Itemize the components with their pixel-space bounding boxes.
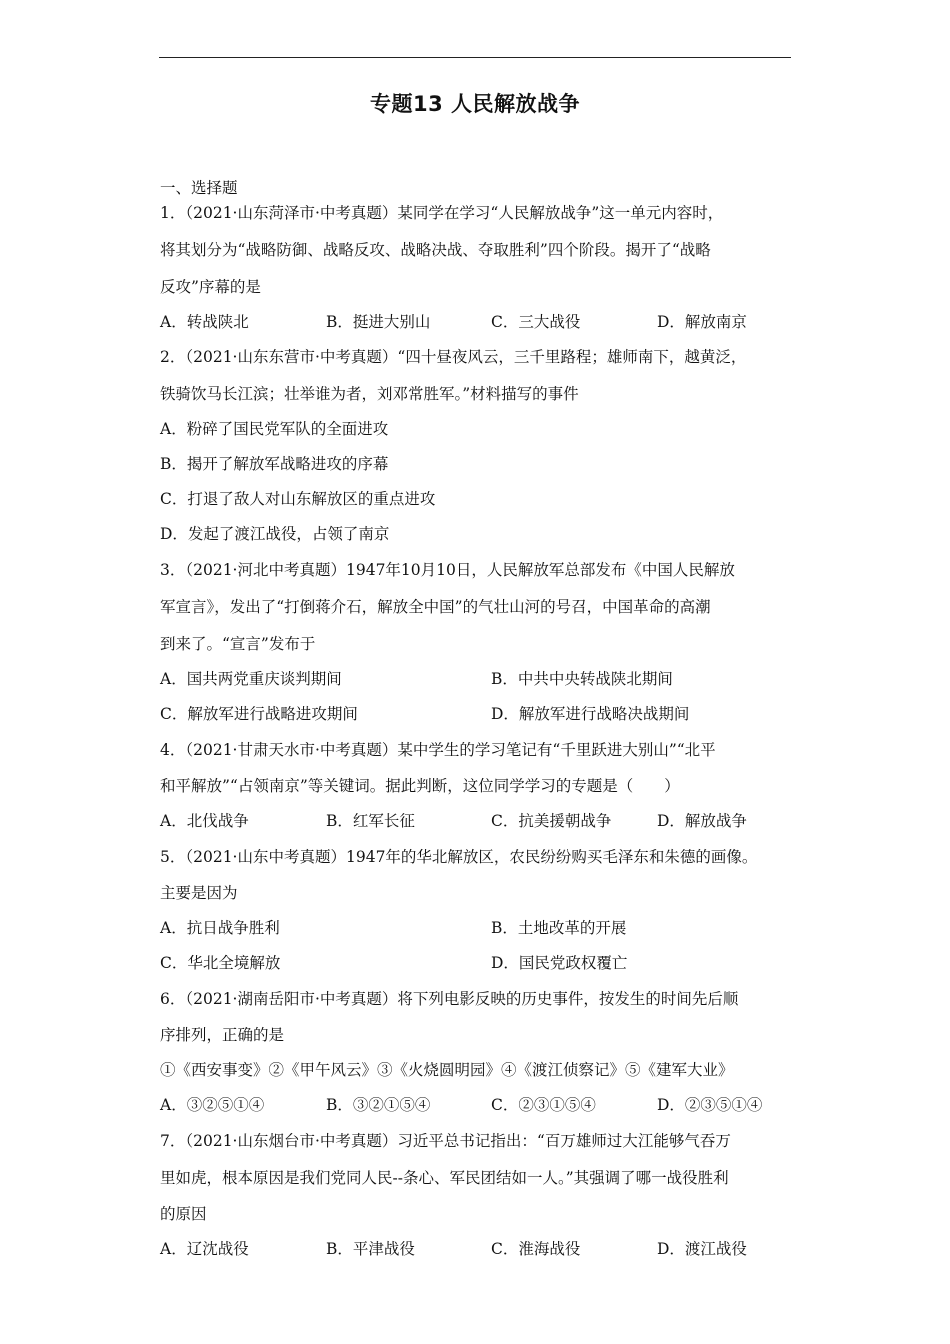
q7-line-1: 7．（2021·山东烟台市·中考真题）习近平总书记指出：“百万雄师过大江能够气吞万 <box>160 1132 731 1150</box>
q3-option-b[interactable]: B．中共中央转战陕北期间 <box>491 670 673 688</box>
q4-option-d[interactable]: D．解放战争 <box>657 812 747 830</box>
section-heading: 一、选择题 <box>160 179 238 197</box>
q3-option-c[interactable]: C．解放军进行战略进攻期间 <box>160 705 358 723</box>
q1-option-a[interactable]: A．转战陕北 <box>160 313 249 331</box>
q5-option-d[interactable]: D．国民党政权覆亡 <box>491 954 628 972</box>
q1-line-2: 将其划分为“战略防御、战略反攻、战略决战、夺取胜利”四个阶段。揭开了“战略 <box>160 241 711 259</box>
q4-line-1: 4．（2021·甘肃天水市·中考真题）某中学生的学习笔记有“千里跃进大别山”“北平 <box>160 741 716 759</box>
q1-option-d[interactable]: D．解放南京 <box>657 313 747 331</box>
q4-line-2: 和平解放”“占领南京”等关键词。据此判断，这位同学学习的专题是（ ） <box>160 777 680 795</box>
q7-option-b[interactable]: B．平津战役 <box>326 1240 415 1258</box>
q5-line-1: 5．（2021·山东中考真题）1947年的华北解放区，农民纷纷购买毛泽东和朱德的画像。 <box>160 848 758 866</box>
q7-option-d[interactable]: D．渡江战役 <box>657 1240 747 1258</box>
q3-line-3: 到来了。“宣言”发布于 <box>160 635 316 653</box>
q2-option-a[interactable]: A．粉碎了国民党军队的全面进攻 <box>160 420 389 438</box>
q1-line-1: 1．（2021·山东菏泽市·中考真题）某同学在学习“人民解放战争”这一单元内容时， <box>160 204 724 222</box>
q5-line-2: 主要是因为 <box>160 884 238 902</box>
q7-line-2: 里如虎，根本原因是我们党同人民--条心、军民团结如一人。”其强调了哪一战役胜利 <box>160 1169 729 1187</box>
q1-line-3: 反攻”序幕的是 <box>160 278 261 296</box>
q6-option-d[interactable]: D．②③⑤①④ <box>657 1096 763 1114</box>
q6-option-c[interactable]: C．②③①⑤④ <box>491 1096 596 1114</box>
q5-option-a[interactable]: A．抗日战争胜利 <box>160 919 280 937</box>
q6-line-3: ①《西安事变》②《甲午风云》③《火烧圆明园》④《渡江侦察记》⑤《建军大业》 <box>160 1061 734 1079</box>
q4-option-b[interactable]: B．红军长征 <box>326 812 415 830</box>
q6-line-1: 6．（2021·湖南岳阳市·中考真题）将下列电影反映的历史事件，按发生的时间先后顺 <box>160 990 739 1008</box>
q3-line-2: 军宣言》，发出了“打倒蒋介石，解放全中国”的气壮山河的号召，中国革命的高潮 <box>160 598 711 616</box>
q5-option-b[interactable]: B．土地改革的开展 <box>491 919 627 937</box>
q1-option-b[interactable]: B．挺进大别山 <box>326 313 431 331</box>
q2-line-1: 2．（2021·山东东营市·中考真题）“四十昼夜风云，三千里路程；雄师南下，越黄泛， <box>160 348 747 366</box>
q7-option-a[interactable]: A．辽沈战役 <box>160 1240 249 1258</box>
q2-line-2: 铁骑饮马长江滨；壮举谁为者，刘邓常胜军。”材料描写的事件 <box>160 385 579 403</box>
q3-option-d[interactable]: D．解放军进行战略决战期间 <box>491 705 690 723</box>
q1-option-c[interactable]: C．三大战役 <box>491 313 581 331</box>
q3-option-a[interactable]: A．国共两党重庆谈判期间 <box>160 670 342 688</box>
q5-option-c[interactable]: C．华北全境解放 <box>160 954 281 972</box>
q7-option-c[interactable]: C．淮海战役 <box>491 1240 581 1258</box>
q2-option-c[interactable]: C．打退了敌人对山东解放区的重点进攻 <box>160 490 436 508</box>
q3-line-1: 3．（2021·河北中考真题）1947年10月10日，人民解放军总部发布《中国人民解放 <box>160 561 735 579</box>
q6-option-a[interactable]: A．③②⑤①④ <box>160 1096 265 1114</box>
q6-line-2: 序排列，正确的是 <box>160 1026 285 1044</box>
q4-option-c[interactable]: C．抗美援朝战争 <box>491 812 612 830</box>
page-title: 专题13 人民解放战争 <box>369 92 581 116</box>
q2-option-b[interactable]: B．揭开了解放军战略进攻的序幕 <box>160 455 389 473</box>
q6-option-b[interactable]: B．③②①⑤④ <box>326 1096 431 1114</box>
q2-option-d[interactable]: D．发起了渡江战役，占领了南京 <box>160 525 390 543</box>
q7-line-3: 的原因 <box>160 1205 207 1223</box>
q4-option-a[interactable]: A．北伐战争 <box>160 812 249 830</box>
header-rule <box>159 57 791 58</box>
